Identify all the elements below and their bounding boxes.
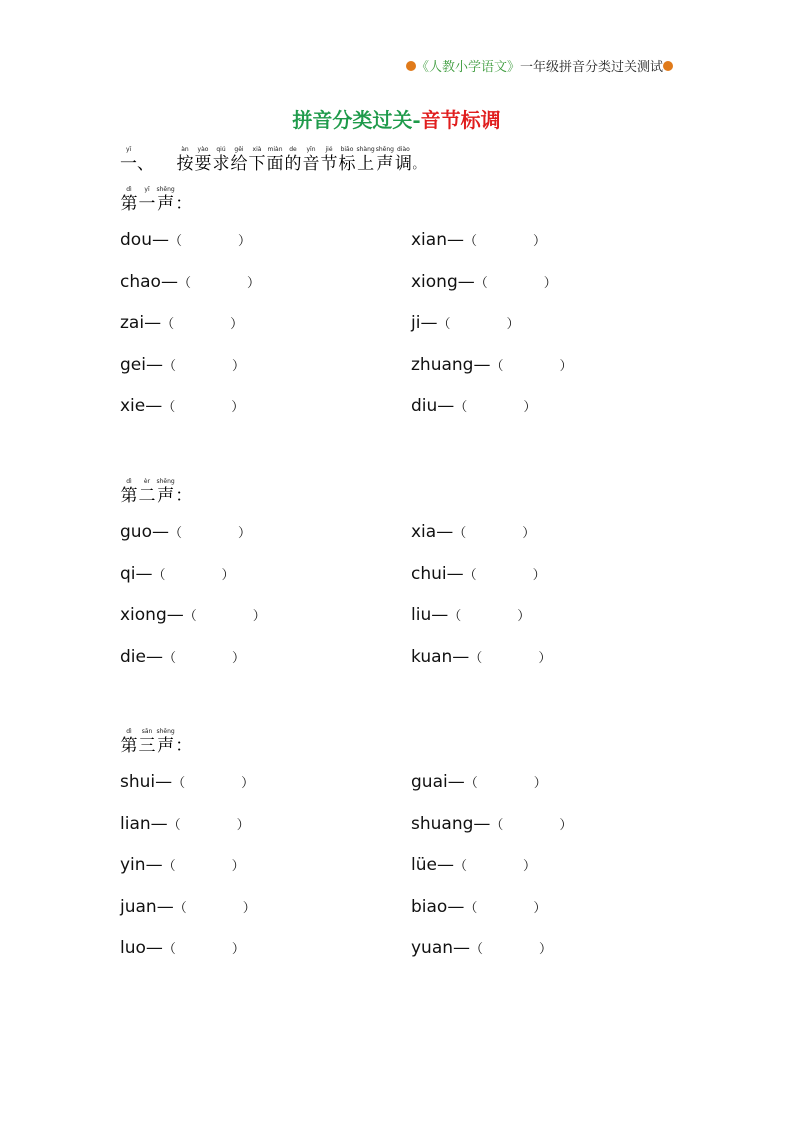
close-paren: ）: [532, 567, 546, 583]
syllable-item: [411, 772, 547, 792]
close-paren: ）: [523, 400, 537, 415]
pinyin-annotation: yī: [144, 186, 150, 193]
syllable-text: lian: [120, 813, 151, 834]
syllable-text: guo: [120, 522, 152, 542]
dash: —: [145, 938, 163, 958]
close-paren: ）: [533, 776, 547, 791]
header-test-title: 一年级拼音分类过关测试: [519, 60, 663, 75]
open-paren: （: [161, 317, 175, 332]
hanzi-char: 求: [212, 154, 230, 174]
hanzi-char: 第: [120, 486, 138, 506]
ruby-char: [249, 146, 266, 174]
open-paren: （: [448, 609, 462, 624]
syllable-text: yin: [120, 855, 146, 875]
hanzi-char: 给: [230, 154, 248, 174]
pinyin-annotation: dì: [126, 728, 132, 735]
close-paren: ）: [221, 567, 235, 583]
open-paren: （: [464, 900, 478, 916]
syllable-item: [411, 396, 536, 416]
instruction-end-mark: 。: [412, 157, 425, 171]
dash: —: [144, 313, 162, 333]
pinyin-annotation: àn: [181, 146, 189, 153]
ruby-char: [357, 146, 375, 174]
title-red-part: 音节标调: [420, 108, 501, 132]
open-paren: （: [183, 609, 197, 624]
pinyin-annotation: miàn: [267, 146, 283, 153]
ruby-char: [177, 146, 194, 174]
dash: —: [145, 354, 163, 375]
hanzi-char: 音: [302, 154, 320, 174]
open-paren: （: [162, 942, 176, 957]
question-number: 一、: [120, 154, 154, 174]
dash: —: [457, 271, 475, 292]
open-paren: （: [453, 859, 467, 874]
syllable-text: juan: [120, 896, 157, 917]
hanzi-char: 面: [266, 154, 284, 174]
syllable-item: [120, 647, 245, 667]
ruby-char: [195, 146, 212, 174]
pinyin-annotation: shēng: [156, 478, 175, 485]
title-green-part: 拼音分类过关-: [292, 108, 421, 132]
dash: —: [151, 522, 169, 542]
pinyin-annotation: shēng: [156, 728, 175, 735]
close-paren: ）: [533, 900, 547, 916]
ruby-char: [321, 146, 338, 174]
close-paren: ）: [230, 317, 244, 332]
ruby-char: [303, 146, 320, 174]
hanzi-char: 一: [138, 194, 156, 214]
hanzi-char: 下: [248, 154, 266, 174]
syllable-text: gei: [120, 354, 146, 375]
close-paren: ）: [533, 234, 547, 249]
close-paren: ）: [236, 817, 250, 833]
pinyin-annotation: shàng: [356, 146, 375, 153]
ruby-char: [339, 146, 356, 174]
syllable-item: [120, 313, 243, 333]
hanzi-char: 上: [357, 154, 375, 174]
syllable-item: [411, 355, 573, 375]
syllable-item: [411, 938, 552, 958]
close-paren: ）: [237, 234, 251, 249]
instruction-number: [120, 146, 154, 174]
pinyin-annotation: de: [289, 146, 297, 153]
hanzi-char: 声: [157, 736, 175, 756]
dash: —: [436, 855, 454, 875]
syllable-item: [411, 897, 546, 917]
dash: —: [150, 813, 168, 834]
syllable-item: [120, 396, 244, 416]
syllable-item: [120, 772, 254, 792]
syllable-text: chui: [411, 563, 447, 584]
open-paren: （: [490, 358, 504, 374]
dash: —: [155, 772, 173, 792]
syllable-text: lüe: [411, 855, 437, 875]
dash: —: [446, 230, 464, 250]
syllable-item: [120, 355, 245, 375]
syllable-item: [120, 564, 235, 584]
dash: —: [156, 896, 174, 917]
dash: —: [160, 271, 178, 292]
pinyin-annotation: jié: [325, 146, 333, 153]
dash: —: [437, 396, 455, 416]
ruby-char: [139, 728, 156, 756]
syllable-text: xiong: [411, 271, 458, 292]
hanzi-char: 要: [194, 154, 212, 174]
open-paren: （: [162, 650, 176, 666]
open-paren: （: [470, 942, 484, 957]
syllable-text: guai: [411, 772, 448, 792]
open-paren: （: [463, 567, 477, 583]
syllable-item: [411, 814, 572, 834]
open-paren: （: [168, 526, 182, 541]
syllable-text: kuan: [411, 646, 453, 667]
syllable-text: yuan: [411, 938, 454, 958]
dash: —: [135, 563, 153, 584]
close-paren: ）: [232, 358, 246, 374]
instruction-line: [120, 146, 424, 174]
open-paren: （: [463, 234, 477, 249]
ruby-char: [267, 146, 284, 174]
close-paren: ）: [241, 776, 255, 791]
close-paren: ）: [517, 609, 531, 624]
heading-colon: ：: [175, 486, 193, 506]
close-paren: ）: [232, 650, 246, 666]
syllable-text: qi: [120, 563, 136, 584]
ruby-char: [376, 146, 394, 174]
hanzi-char: 声: [157, 486, 175, 506]
syllable-text: xian: [411, 230, 447, 250]
pinyin-annotation: shēng: [375, 146, 394, 153]
syllable-item: [411, 647, 551, 667]
pinyin-annotation: biāo: [340, 146, 354, 153]
dash: —: [447, 896, 465, 917]
dash: —: [453, 938, 471, 958]
dash: —: [145, 646, 163, 667]
hanzi-char: 节: [320, 154, 338, 174]
close-paren: ）: [539, 942, 553, 957]
open-paren: （: [453, 526, 467, 541]
hanzi-char: 调: [394, 154, 412, 174]
syllable-item: [411, 272, 557, 292]
close-paren: ）: [231, 400, 245, 415]
ruby-char: [157, 478, 175, 506]
syllable-item: [120, 897, 256, 917]
pinyin-annotation: yīn: [306, 146, 316, 153]
syllable-text: shuang: [411, 813, 474, 834]
orange-dot-icon: [406, 61, 416, 71]
close-paren: ）: [559, 358, 573, 374]
syllable-text: zhuang: [411, 354, 474, 375]
pinyin-annotation: gěi: [234, 146, 244, 153]
syllable-item: [411, 313, 519, 333]
syllable-item: [120, 230, 251, 250]
open-paren: （: [162, 400, 176, 415]
hanzi-char: 声: [376, 154, 394, 174]
section-heading: [120, 186, 192, 214]
pinyin-annotation: dì: [126, 186, 132, 193]
hanzi-char: 标: [338, 154, 356, 174]
syllable-text: die: [120, 646, 146, 667]
hanzi-char: 三: [138, 736, 156, 756]
close-paren: ）: [231, 942, 245, 957]
pinyin-annotation: yī: [126, 146, 132, 153]
syllable-text: shui: [120, 772, 156, 792]
dash: —: [473, 813, 491, 834]
close-paren: ）: [252, 609, 266, 624]
open-paren: （: [454, 400, 468, 415]
open-paren: （: [173, 900, 187, 916]
close-paren: ）: [538, 650, 552, 666]
syllable-item: [120, 938, 245, 958]
syllable-item: [120, 272, 260, 292]
hanzi-char: 第: [120, 736, 138, 756]
dash: —: [447, 772, 465, 792]
syllable-text: luo: [120, 938, 146, 958]
syllable-text: zai: [120, 313, 145, 333]
heading-colon: ：: [175, 736, 193, 756]
dash: —: [446, 563, 464, 584]
ruby-char: [157, 728, 175, 756]
syllable-item: [411, 522, 535, 542]
ruby-char: [139, 186, 156, 214]
dash: —: [431, 605, 449, 625]
close-paren: ）: [522, 859, 536, 874]
pinyin-annotation: yào: [197, 146, 209, 153]
page-header: [406, 56, 673, 75]
dash: —: [420, 313, 438, 333]
ruby-char: [139, 478, 156, 506]
open-paren: （: [152, 567, 166, 583]
syllable-item: [120, 605, 266, 625]
close-paren: ）: [522, 526, 536, 541]
section-heading: [120, 478, 192, 506]
orange-dot-icon: [663, 61, 673, 71]
page-title: [0, 104, 793, 133]
ruby-char: [285, 146, 302, 174]
open-paren: （: [167, 817, 181, 833]
close-paren: ）: [543, 275, 557, 291]
ruby-char: [395, 146, 412, 174]
dash: —: [473, 354, 491, 375]
syllable-text: xiong: [120, 605, 167, 625]
open-paren: （: [490, 817, 504, 833]
syllable-item: [120, 522, 251, 542]
ruby-char: [231, 146, 248, 174]
open-paren: （: [469, 650, 483, 666]
close-paren: ）: [246, 275, 260, 291]
hanzi-char: 的: [284, 154, 302, 174]
dash: —: [436, 522, 454, 542]
open-paren: （: [464, 776, 478, 791]
close-paren: ）: [231, 859, 245, 874]
hanzi-char: 声: [157, 194, 175, 214]
syllable-text: xia: [411, 522, 437, 542]
dash: —: [145, 855, 163, 875]
pinyin-annotation: qiú: [216, 146, 226, 153]
syllable-item: [120, 814, 250, 834]
section-heading: [120, 728, 192, 756]
pinyin-annotation: diào: [397, 146, 410, 153]
syllable-item: [411, 564, 546, 584]
open-paren: （: [177, 275, 191, 291]
open-paren: （: [474, 275, 488, 291]
close-paren: ）: [237, 526, 251, 541]
heading-colon: ：: [175, 194, 193, 214]
pinyin-annotation: èr: [143, 478, 151, 485]
close-paren: ）: [242, 900, 256, 916]
close-paren: ）: [506, 317, 520, 332]
syllable-text: ji: [411, 313, 421, 333]
syllable-text: xie: [120, 396, 146, 416]
syllable-text: chao: [120, 271, 161, 292]
pinyin-annotation: sān: [141, 728, 153, 735]
syllable-text: biao: [411, 896, 448, 917]
pinyin-annotation: shēng: [156, 186, 175, 193]
hanzi-char: 按: [176, 154, 194, 174]
syllable-item: [411, 230, 546, 250]
syllable-text: liu: [411, 605, 432, 625]
dash: —: [145, 396, 163, 416]
hanzi-char: 二: [138, 486, 156, 506]
open-paren: （: [162, 358, 176, 374]
syllable-item: [120, 855, 245, 875]
hanzi-char: 第: [120, 194, 138, 214]
dash: —: [166, 605, 184, 625]
open-paren: （: [437, 317, 451, 332]
pinyin-annotation: xià: [252, 146, 262, 153]
ruby-char: [213, 146, 230, 174]
close-paren: ）: [559, 817, 573, 833]
header-series-title: 《人教小学语文》: [415, 60, 520, 75]
syllable-item: [411, 855, 536, 875]
dash: —: [151, 230, 169, 250]
syllable-item: [411, 605, 530, 625]
ruby-char: [121, 478, 138, 506]
ruby-char: [121, 186, 138, 214]
open-paren: （: [162, 859, 176, 874]
pinyin-annotation: dì: [126, 478, 132, 485]
ruby-char: [157, 186, 175, 214]
open-paren: （: [172, 776, 186, 791]
syllable-text: diu: [411, 396, 438, 416]
syllable-text: dou: [120, 230, 152, 250]
instruction-text: [176, 146, 412, 174]
open-paren: （: [168, 234, 182, 249]
dash: —: [452, 646, 470, 667]
ruby-char: [121, 728, 138, 756]
